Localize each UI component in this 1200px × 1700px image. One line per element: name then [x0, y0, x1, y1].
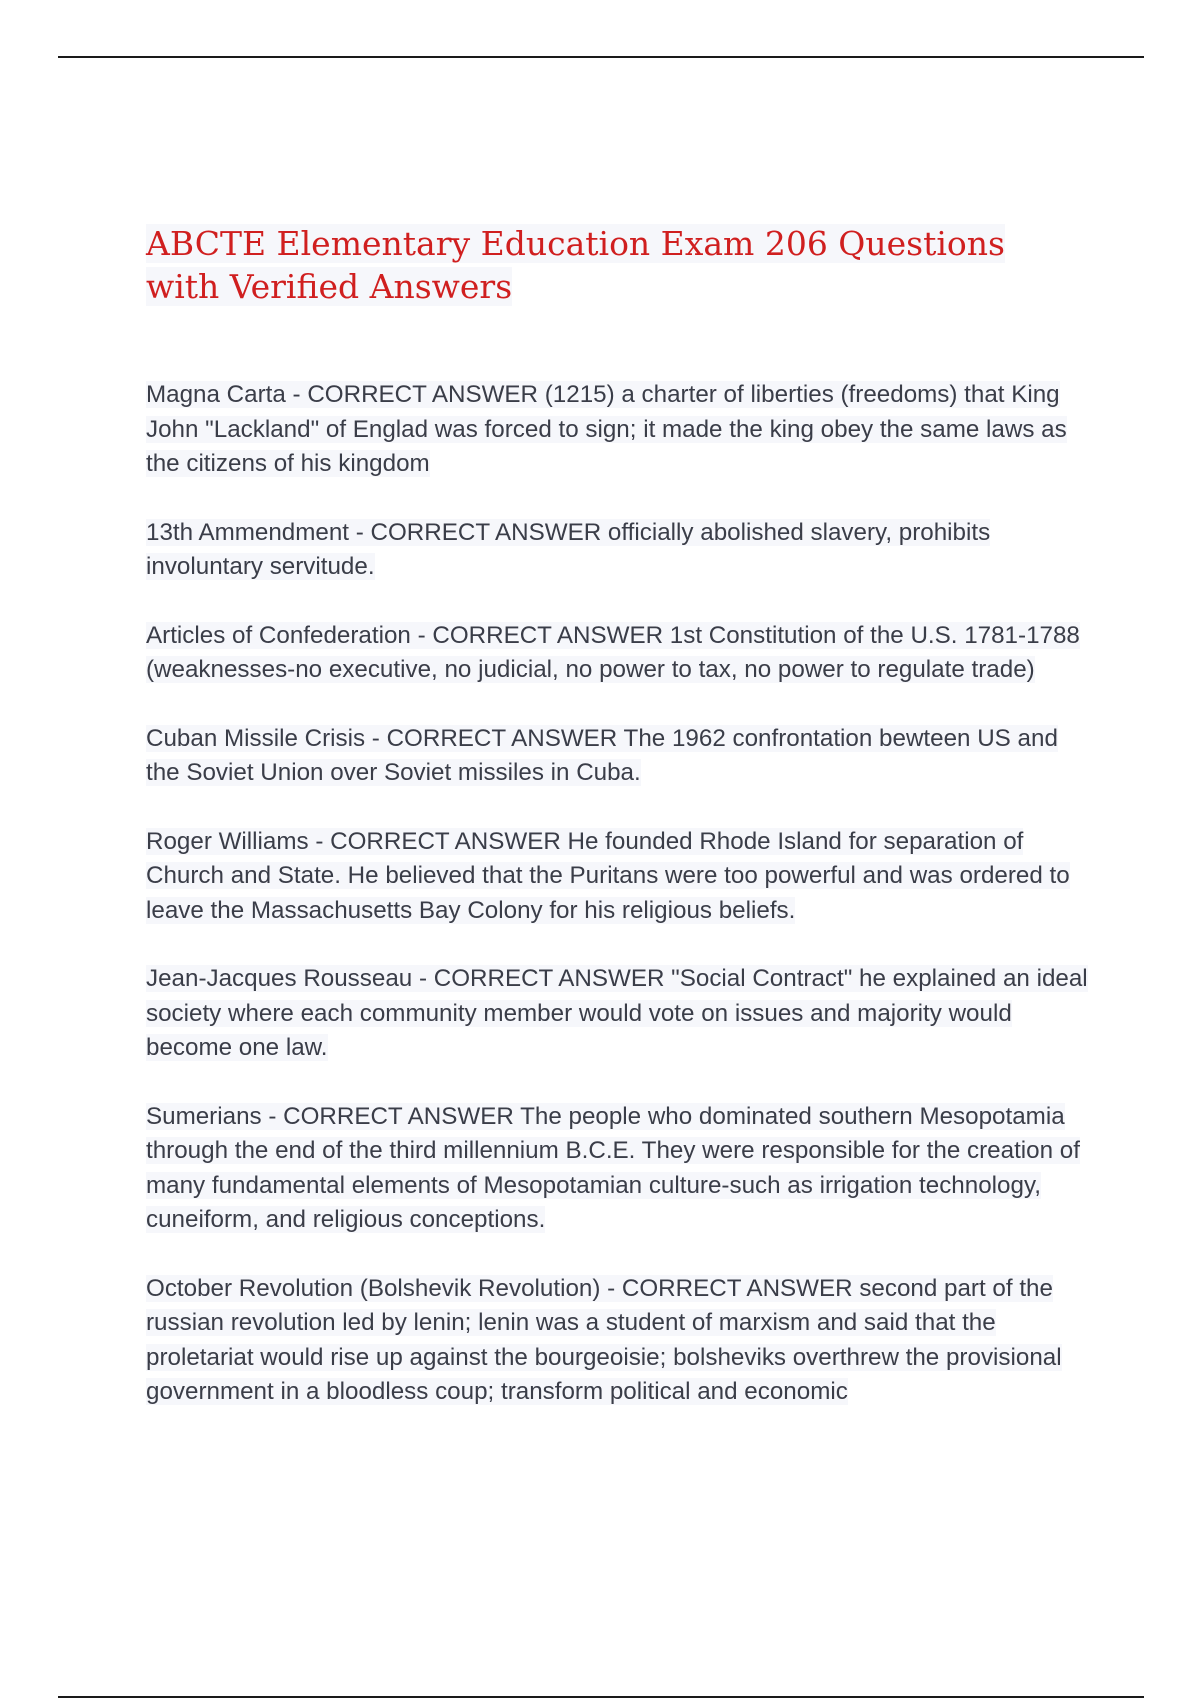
document-title-text: ABCTE Elementary Education Exam 206 Questions with Verified Answers	[146, 224, 1005, 306]
qa-entry-rousseau	[146, 962, 1091, 1066]
qa-entry-list	[146, 378, 1091, 1444]
qa-entry-magna-carta	[146, 378, 1091, 482]
qa-entry-sumerians	[146, 1100, 1091, 1238]
qa-entry-text: Magna Carta - CORRECT ANSWER (1215) a charter of liberties (freedoms) that King John "Lackland" of Englad was forced to sign; it made the king obey the same laws as the citizens of his kingdom	[146, 381, 1067, 477]
footer-rule	[58, 1696, 1144, 1698]
qa-entry-october-revolution	[146, 1272, 1091, 1410]
qa-entry-text: 13th Ammendment - CORRECT ANSWER officially abolished slavery, prohibits involuntary servitude.	[146, 518, 991, 580]
qa-entry-articles-of-confederation	[146, 619, 1091, 688]
header-rule	[58, 56, 1144, 58]
document-title	[146, 222, 1046, 308]
qa-entry-text: Cuban Missile Crisis - CORRECT ANSWER The 1962 confrontation bewteen US and the Soviet Union over Soviet missiles in Cuba.	[146, 724, 1058, 786]
qa-entry-13th-amendment	[146, 516, 1091, 585]
qa-entry-text: Roger Williams - CORRECT ANSWER He founded Rhode Island for separation of Church and State. He believed that the Puritans were too powerful and was ordered to leave the Massachusetts Bay Colony for his religious beliefs.	[146, 827, 1070, 924]
qa-entry-roger-williams	[146, 825, 1091, 929]
qa-entry-text: October Revolution (Bolshevik Revolution) - CORRECT ANSWER second part of the russian revolution led by lenin; lenin was a student of marxism and said that the proletariat would rise up against the bourgeoisie; bolsheviks overthrew the provisional government in a bloodless coup; transform political and economic	[146, 1274, 1062, 1405]
qa-entry-cuban-missile-crisis	[146, 722, 1091, 791]
qa-entry-text: Sumerians - CORRECT ANSWER The people who dominated southern Mesopotamia through the end of the third millennium B.C.E. They were responsible for the creation of many fundamental elements of Mesopotamian culture-such as irrigation technology, cuneiform, and religious conceptions.	[146, 1102, 1080, 1233]
qa-entry-text: Articles of Confederation - CORRECT ANSWER 1st Constitution of the U.S. 1781-1788 (weaknesses-no executive, no judicial, no power to tax, no power to regulate trade)	[146, 621, 1080, 683]
qa-entry-text: Jean-Jacques Rousseau - CORRECT ANSWER "Social Contract" he explained an ideal society where each community member would vote on issues and majority would become one law.	[146, 965, 1088, 1061]
